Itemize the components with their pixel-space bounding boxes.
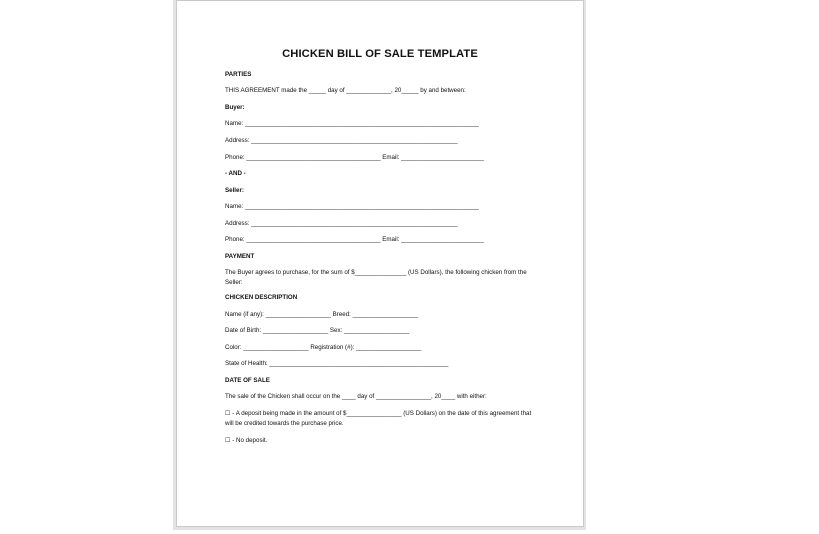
date-of-sale-heading: DATE OF SALE [225,377,270,384]
parties-heading: PARTIES [225,71,252,78]
document-page [176,0,584,527]
state-of-health-field: State of Health: ____________________________________________________ [225,360,449,367]
payment-heading: PAYMENT [225,253,255,260]
color-registration-field: Color: ___________________ Registration (#): ___________________ [225,344,422,351]
date-of-sale-text: The sale of the Chicken shall occur on the ____ day of ________________, 20____ with either: [225,393,487,400]
seller-name-field: Name: ____________________________________________________________________ [225,203,479,210]
name-breed-field: Name (if any): ___________________ Breed: ___________________ [225,311,419,318]
buyer-name-field: Name: ____________________________________________________________________ [225,120,479,127]
buyer-label: Buyer: [225,104,245,111]
dob-sex-field: Date of Birth: ___________________ Sex: ___________________ [225,327,410,334]
payment-text: The Buyer agrees to purchase, for the sum of $_______________ (US Dollars), the following chicken from the Seller: [225,269,527,286]
deposit-option: ☐ - A deposit being made in the amount of $________________ (US Dollars) on the date of this agreement that will be credited towards the purchase price. [225,410,532,427]
document-title: CHICKEN BILL OF SALE TEMPLATE [282,48,478,60]
seller-address-field: Address: ____________________________________________________________ [225,220,458,227]
and-separator: - AND - [225,170,246,177]
buyer-phone-email-field: Phone: _______________________________________ Email: ________________________ [225,154,484,161]
seller-label: Seller: [225,187,244,194]
agreement-line: THIS AGREEMENT made the _____ day of _____________, 20_____ by and between: [225,87,466,94]
buyer-address-field: Address: ____________________________________________________________ [225,137,458,144]
seller-phone-email-field: Phone: _______________________________________ Email: ________________________ [225,236,484,243]
chicken-description-heading: CHICKEN DESCRIPTION [225,294,298,301]
no-deposit-option: ☐ - No deposit. [225,437,268,444]
